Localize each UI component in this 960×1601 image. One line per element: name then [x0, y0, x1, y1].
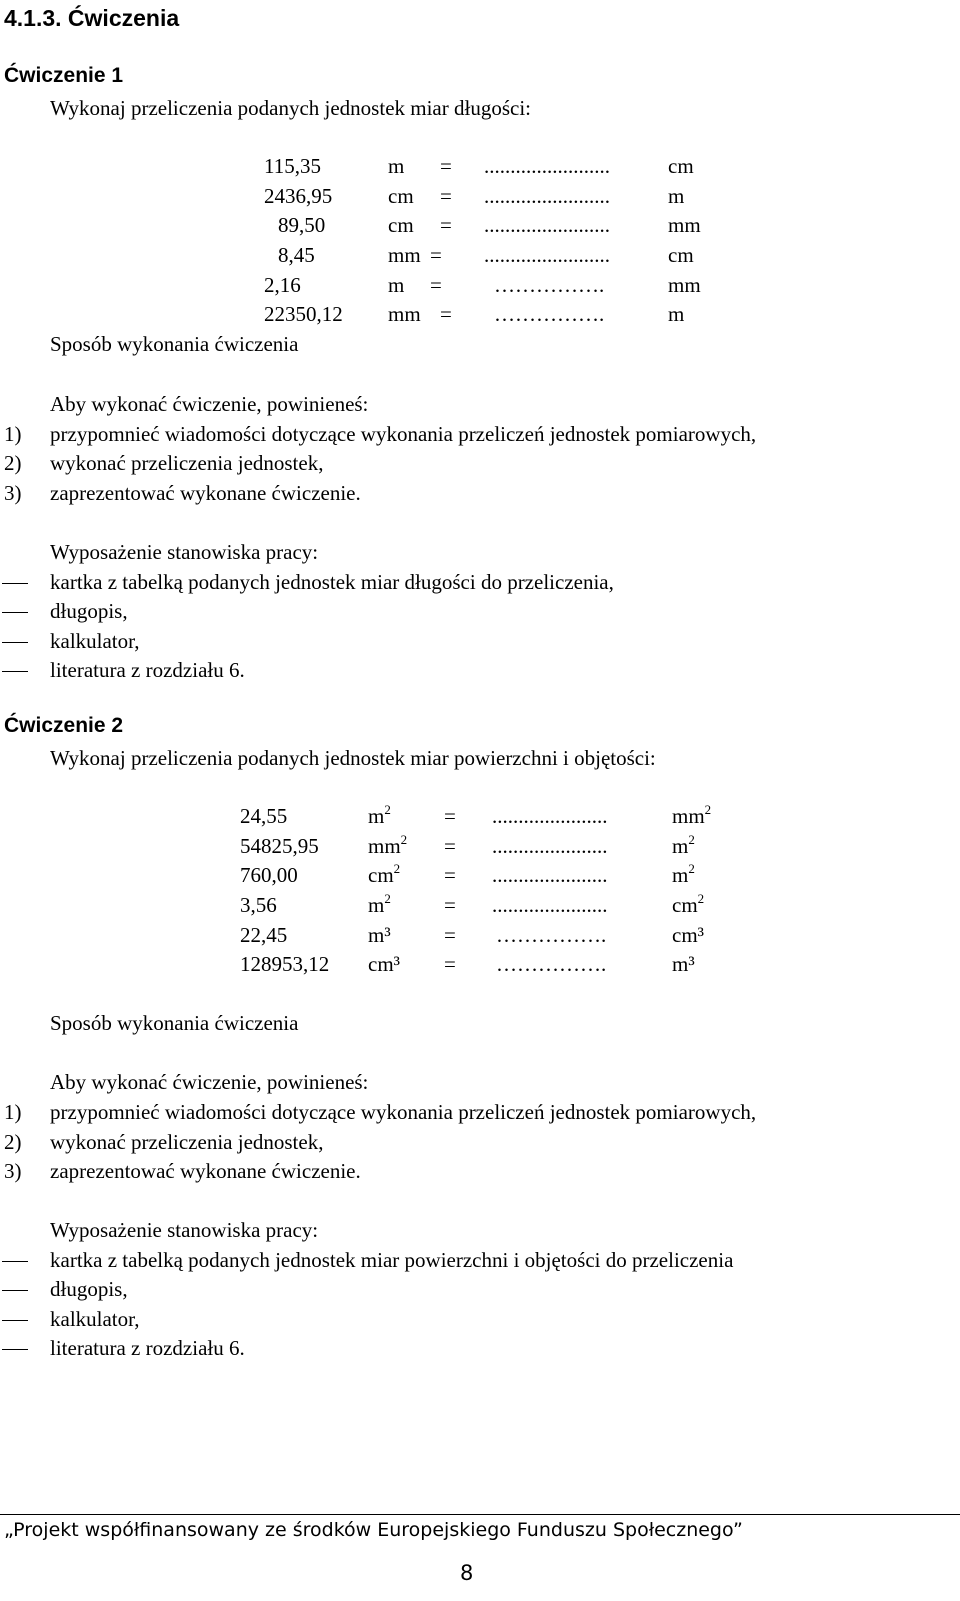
row-equals: = [444, 834, 456, 858]
row-unit: $cm^2$ [368, 861, 401, 887]
equipment-item: kartka z tabelką podanych jednostek miar długości do przeliczenia, [50, 570, 614, 594]
row-unit: $m^2$ [368, 891, 391, 917]
row-value: 2,16 [264, 273, 301, 297]
row-equals: = [444, 952, 456, 976]
footer-rule [0, 1514, 960, 1515]
row-equals: = [440, 154, 452, 178]
row-blank: ……………. [496, 952, 607, 976]
row-value: 22350,12 [264, 302, 343, 326]
row-blank: ........................ [484, 184, 610, 208]
row-value: 3,56 [240, 893, 277, 917]
step-text: przypomnieć wiadomości dotyczące wykonania przeliczeń jednostek pomiarowych, [50, 1100, 757, 1124]
step-number: 1) [4, 1100, 22, 1124]
row-target-unit: cm³ [672, 923, 704, 947]
row-equals: = [444, 863, 456, 887]
row-target-unit: mm [668, 273, 701, 297]
steps-intro: Aby wykonać ćwiczenie, powinieneś: [50, 392, 369, 416]
dash-bullet [2, 642, 28, 643]
row-equals: = [444, 923, 456, 947]
row-unit: m³ [368, 923, 391, 947]
row-blank: ...................... [492, 893, 608, 917]
row-target-unit: mm [668, 213, 701, 237]
equipment-item: kartka z tabelką podanych jednostek miar powierzchni i objętości do przeliczenia [50, 1248, 734, 1272]
page-number: 8 [460, 1561, 474, 1585]
step-number: 1) [4, 422, 22, 446]
row-unit: m [388, 273, 405, 297]
row-target-unit: $mm^2$ [672, 802, 712, 828]
row-unit: mm [388, 302, 421, 326]
exercise-1-title: Ćwiczenie 1 [4, 64, 124, 87]
row-target-unit: m³ [672, 952, 695, 976]
row-equals: = [440, 184, 452, 208]
row-blank: ........................ [484, 243, 610, 267]
row-equals: = [430, 273, 442, 297]
dash-bullet [2, 1320, 28, 1321]
dash-bullet [2, 1290, 28, 1291]
equipment-item: literatura z rozdziału 6. [50, 658, 245, 682]
equipment-item: kalkulator, [50, 629, 140, 653]
row-unit: mm [388, 243, 421, 267]
row-blank: ........................ [484, 213, 610, 237]
row-unit: $m^2$ [368, 802, 391, 828]
step-number: 2) [4, 1130, 22, 1154]
step-text: zaprezentować wykonane ćwiczenie. [50, 481, 361, 505]
row-unit: $mm^2$ [368, 832, 408, 858]
row-equals: = [440, 213, 452, 237]
step-text: wykonać przeliczenia jednostek, [50, 1130, 324, 1154]
equipment-item: długopis, [50, 1277, 128, 1301]
row-equals: = [430, 243, 442, 267]
row-unit: cm [388, 213, 414, 237]
row-blank: ........................ [484, 154, 610, 178]
step-number: 3) [4, 481, 22, 505]
row-value: 54825,95 [240, 834, 319, 858]
row-unit: cm [388, 184, 414, 208]
step-number: 3) [4, 1159, 22, 1183]
row-value: 22,45 [240, 923, 288, 947]
row-blank: ...................... [492, 834, 608, 858]
row-value: 128953,12 [240, 952, 330, 976]
row-target-unit: cm [668, 154, 694, 178]
section-title: 4.1.3. Ćwiczenia [4, 5, 180, 31]
row-blank: ...................... [492, 863, 608, 887]
equipment-heading: Wyposażenie stanowiska pracy: [50, 540, 319, 564]
step-number: 2) [4, 451, 22, 475]
row-blank: ...................... [492, 804, 608, 828]
row-blank: ……………. [494, 273, 605, 297]
row-equals: = [444, 893, 456, 917]
footer-text: „Projekt współfinansowany ze środków Europejskiego Funduszu Społecznego” [4, 1519, 743, 1541]
steps-intro: Aby wykonać ćwiczenie, powinieneś: [50, 1070, 369, 1094]
exercise-1-instruction: Wykonaj przeliczenia podanych jednostek miar długości: [50, 96, 531, 120]
row-blank: ……………. [494, 302, 605, 326]
row-target-unit: $m^2$ [672, 861, 695, 887]
step-text: zaprezentować wykonane ćwiczenie. [50, 1159, 361, 1183]
dash-bullet [2, 1349, 28, 1350]
row-value: 89,50 [278, 213, 326, 237]
row-target-unit: m [668, 184, 685, 208]
row-value: 760,00 [240, 863, 298, 887]
row-value: 24,55 [240, 804, 288, 828]
dash-bullet [2, 671, 28, 672]
row-target-unit: $m^2$ [672, 832, 695, 858]
row-equals: = [444, 804, 456, 828]
method-heading: Sposób wykonania ćwiczenia [50, 332, 299, 356]
exercise-2-instruction: Wykonaj przeliczenia podanych jednostek miar powierzchni i objętości: [50, 746, 656, 770]
equipment-item: kalkulator, [50, 1307, 140, 1331]
method-heading: Sposób wykonania ćwiczenia [50, 1011, 299, 1035]
dash-bullet [2, 612, 28, 613]
step-text: przypomnieć wiadomości dotyczące wykonania przeliczeń jednostek pomiarowych, [50, 422, 757, 446]
exercise-2-title: Ćwiczenie 2 [4, 714, 124, 737]
equipment-heading: Wyposażenie stanowiska pracy: [50, 1218, 319, 1242]
row-blank: ……………. [496, 923, 607, 947]
row-unit: cm³ [368, 952, 400, 976]
row-value: 115,35 [264, 154, 321, 178]
row-target-unit: m [668, 302, 685, 326]
step-text: wykonać przeliczenia jednostek, [50, 451, 324, 475]
row-unit: m [388, 154, 405, 178]
equipment-item: długopis, [50, 599, 128, 623]
row-target-unit: $cm^2$ [672, 891, 705, 917]
dash-bullet [2, 1261, 28, 1262]
row-value: 8,45 [278, 243, 315, 267]
row-target-unit: cm [668, 243, 694, 267]
row-equals: = [440, 302, 452, 326]
dash-bullet [2, 583, 28, 584]
equipment-item: literatura z rozdziału 6. [50, 1336, 245, 1360]
row-value: 2436,95 [264, 184, 333, 208]
